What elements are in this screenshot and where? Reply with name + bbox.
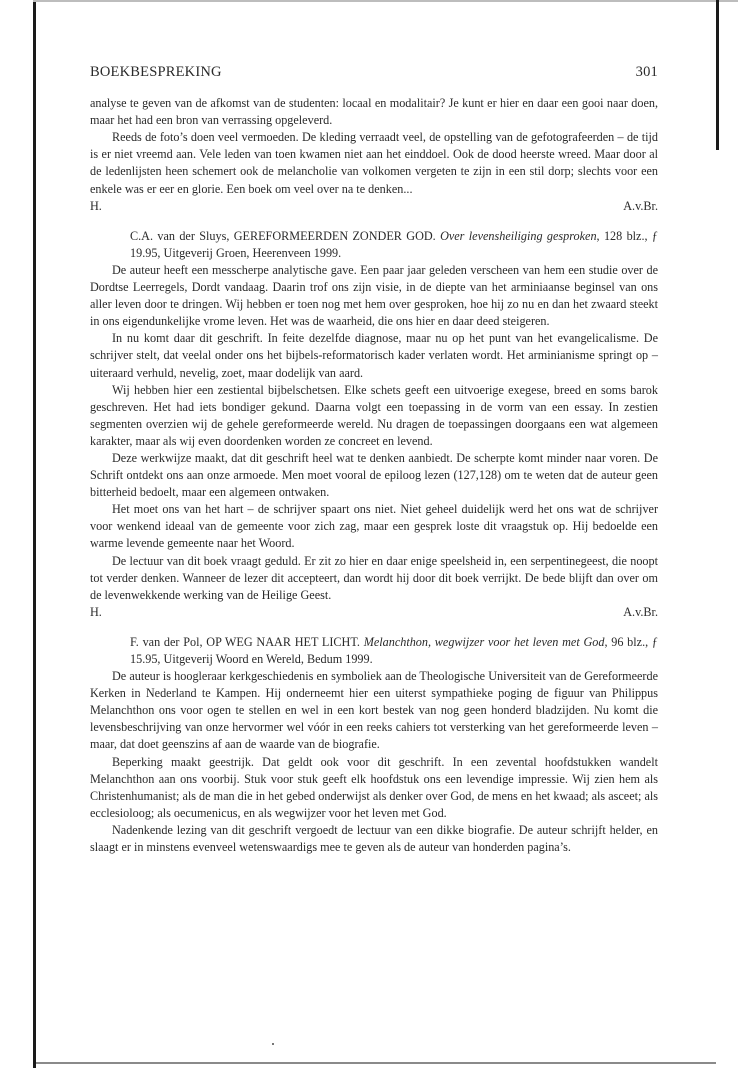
running-title: BOEKBESPREKING: [90, 64, 222, 80]
review-heading-text: C.A. van der Sluys, GEREFORMEERDEN ZONDER GOD.: [130, 228, 441, 243]
scan-border-right: [716, 0, 719, 150]
page-body: [90, 64, 658, 856]
paragraph: De auteur heeft een messcherpe analytische gave. Een paar jaar geleden verscheen van hem een studie over de Dordtse Leerregels, Dordt vandaag. Daarin trof ons zijn visie, in de diepte van het arminiaanse beginsel van ons aller leven door te dringen. Wij hebben er toen nog met hem over gesproken, hoe hij zo nu en dan het zwaard steekt in ons eigendunkelijke vrome leven. Het was de waarheid, die ons hier en daar deed steigeren.: [90, 262, 658, 329]
page-number: 301: [635, 64, 658, 80]
paragraph: analyse te geven van de afkomst van de studenten: locaal en modalitair? Je kunt er hier en daar een gooi naar doen, maar het had een bron van verrassing opgeleverd.: [90, 96, 658, 128]
signature-line: [90, 198, 658, 215]
scan-speck: [272, 1043, 274, 1045]
scan-border-left: [33, 0, 36, 1068]
review-heading: [90, 634, 658, 668]
signature-initial: H.: [90, 198, 102, 213]
paragraph: Beperking maakt geestrijk. Dat geldt ook voor dit geschrift. In een zevental hoofdstukken wandelt Melanchthon aan ons voorbij. Stuk voor stuk geeft elk hoofdstuk ons een levendige impressie. Wij zien hem als Christenhumanist; als de man die in het gebed onderwijst als denker over God, de mens en het kwaad; als asceet; als ecclesioloog; als oecumenicus, en als wegwijzer voor het leven met God.: [90, 754, 658, 820]
signature-line: [90, 604, 658, 621]
review-heading: [90, 228, 658, 262]
paragraph: De lectuur van dit boek vraagt geduld. Er zit zo hier en daar enige speelsheid in, een serpentinegeest, die noopt tot verder denken. Wanneer de lezer dit accepteert, dan wordt hij door dit boek verrijkt. De bede blijft dan over om de levenwekkende werking van de Heilige Geest.: [90, 553, 658, 602]
paragraph: In nu komt daar dit geschrift. In feite dezelfde diagnose, maar nu op het punt van het evangelicalisme. De schrijver stelt, dat veelal onder ons het bijbels-reformatorisch kader verlaten wordt. Het arminianisme springt op – uiteraard verhuld, nevelig, zoet, maar dodelijk van aard.: [90, 331, 658, 380]
paragraph: Wij hebben hier een zestiental bijbelschetsen. Elke schets geeft een uitvoerige exegese, breed en soms barok geschreven. Het had iets bondiger gekund. Daarna volgt een toepassing in de vorm van een essay. In zestien segmenten overzien wij de gehele gereformeerde wereld. Nu dragen de toepassingen doorgaans een wat algemeen karakter, maar als wij even doordenken worden ze concreet en levend.: [90, 382, 658, 448]
review-heading-subtitle: Over levensheiliging gesproken: [440, 228, 597, 243]
signature-initial: H.: [90, 604, 102, 619]
scan-border-top: [33, 0, 738, 2]
review-heading-subtitle: Melanchthon, wegwijzer voor het leven met God: [363, 634, 605, 649]
paragraph: Reeds de foto’s doen veel vermoeden. De kleding verraadt veel, de opstelling van de gefotografeerden – de tijd is er niet vreemd aan. Vele leden van toen kwamen niet aan het einddoel. Ook de dood heerste wreed. Maar door al de ledenlijsten heen schemert ook de melancholie van volkomen vergeten te zijn in een stil dorp; slechts voor een enkele was er eer en glorie. Een boek om veel over na te denken...: [90, 130, 658, 196]
review-heading-details: , 128 blz., ƒ 19.95, Uitgeverij Groen, Heerenveen 1999.: [130, 228, 658, 260]
signature-author: A.v.Br.: [623, 198, 658, 213]
review-heading-details: , 96 blz., ƒ 15.95, Uitgeverij Woord en Wereld, Bedum 1999.: [130, 634, 658, 666]
paragraph: Nadenkende lezing van dit geschrift vergoedt de lectuur van een dikke biografie. De auteur schrijft helder, en slaagt er in minstens evenveel wetenswaardigs mee te geven als de auteur van honderden pagina’s.: [90, 822, 658, 855]
paragraph: Deze werkwijze maakt, dat dit geschrift heel wat te denken aanbiedt. De scherpte komt minder naar voren. De Schrift ontdekt ons aan onze armoede. Men moet vooral de epiloog lezen (127,128) om te weten dat de auteur geen bitterheid bedoelt, maar een algemeen ontwaken.: [90, 450, 658, 500]
review-heading-text: F. van der Pol, OP WEG NAAR HET LICHT.: [130, 634, 364, 649]
paragraph: De auteur is hoogleraar kerkgeschiedenis en symboliek aan de Theologische Universiteit van de Gereformeerde Kerken in Nederland te Kampen. Hij onderneemt hier een uiterst sympathieke poging de figuur van Philippus Melanchthon ons voor ogen te stellen en wel in een kort bestek van nog geen honderd bladzijden. Nu komt die levensbeschrijving van onze hervormer wel vóór in een reeks cahiers tot versterking van het gereformeerde leven – maar, dat doet geenszins af aan de waarde van de biografie.: [90, 669, 658, 752]
running-head: [90, 64, 658, 81]
paragraph: Het moet ons van het hart – de schrijver spaart ons niet. Niet geheel duidelijk werd het ons wat de schrijver voor wenkend ideaal van de gemeente voor zich zag, maar een gesprek loste dit vraagstuk op. Hij bedoelde een warme levende gemeente naar het Woord.: [90, 502, 658, 551]
signature-author: A.v.Br.: [623, 604, 658, 619]
scan-border-bottom: [36, 1062, 716, 1064]
